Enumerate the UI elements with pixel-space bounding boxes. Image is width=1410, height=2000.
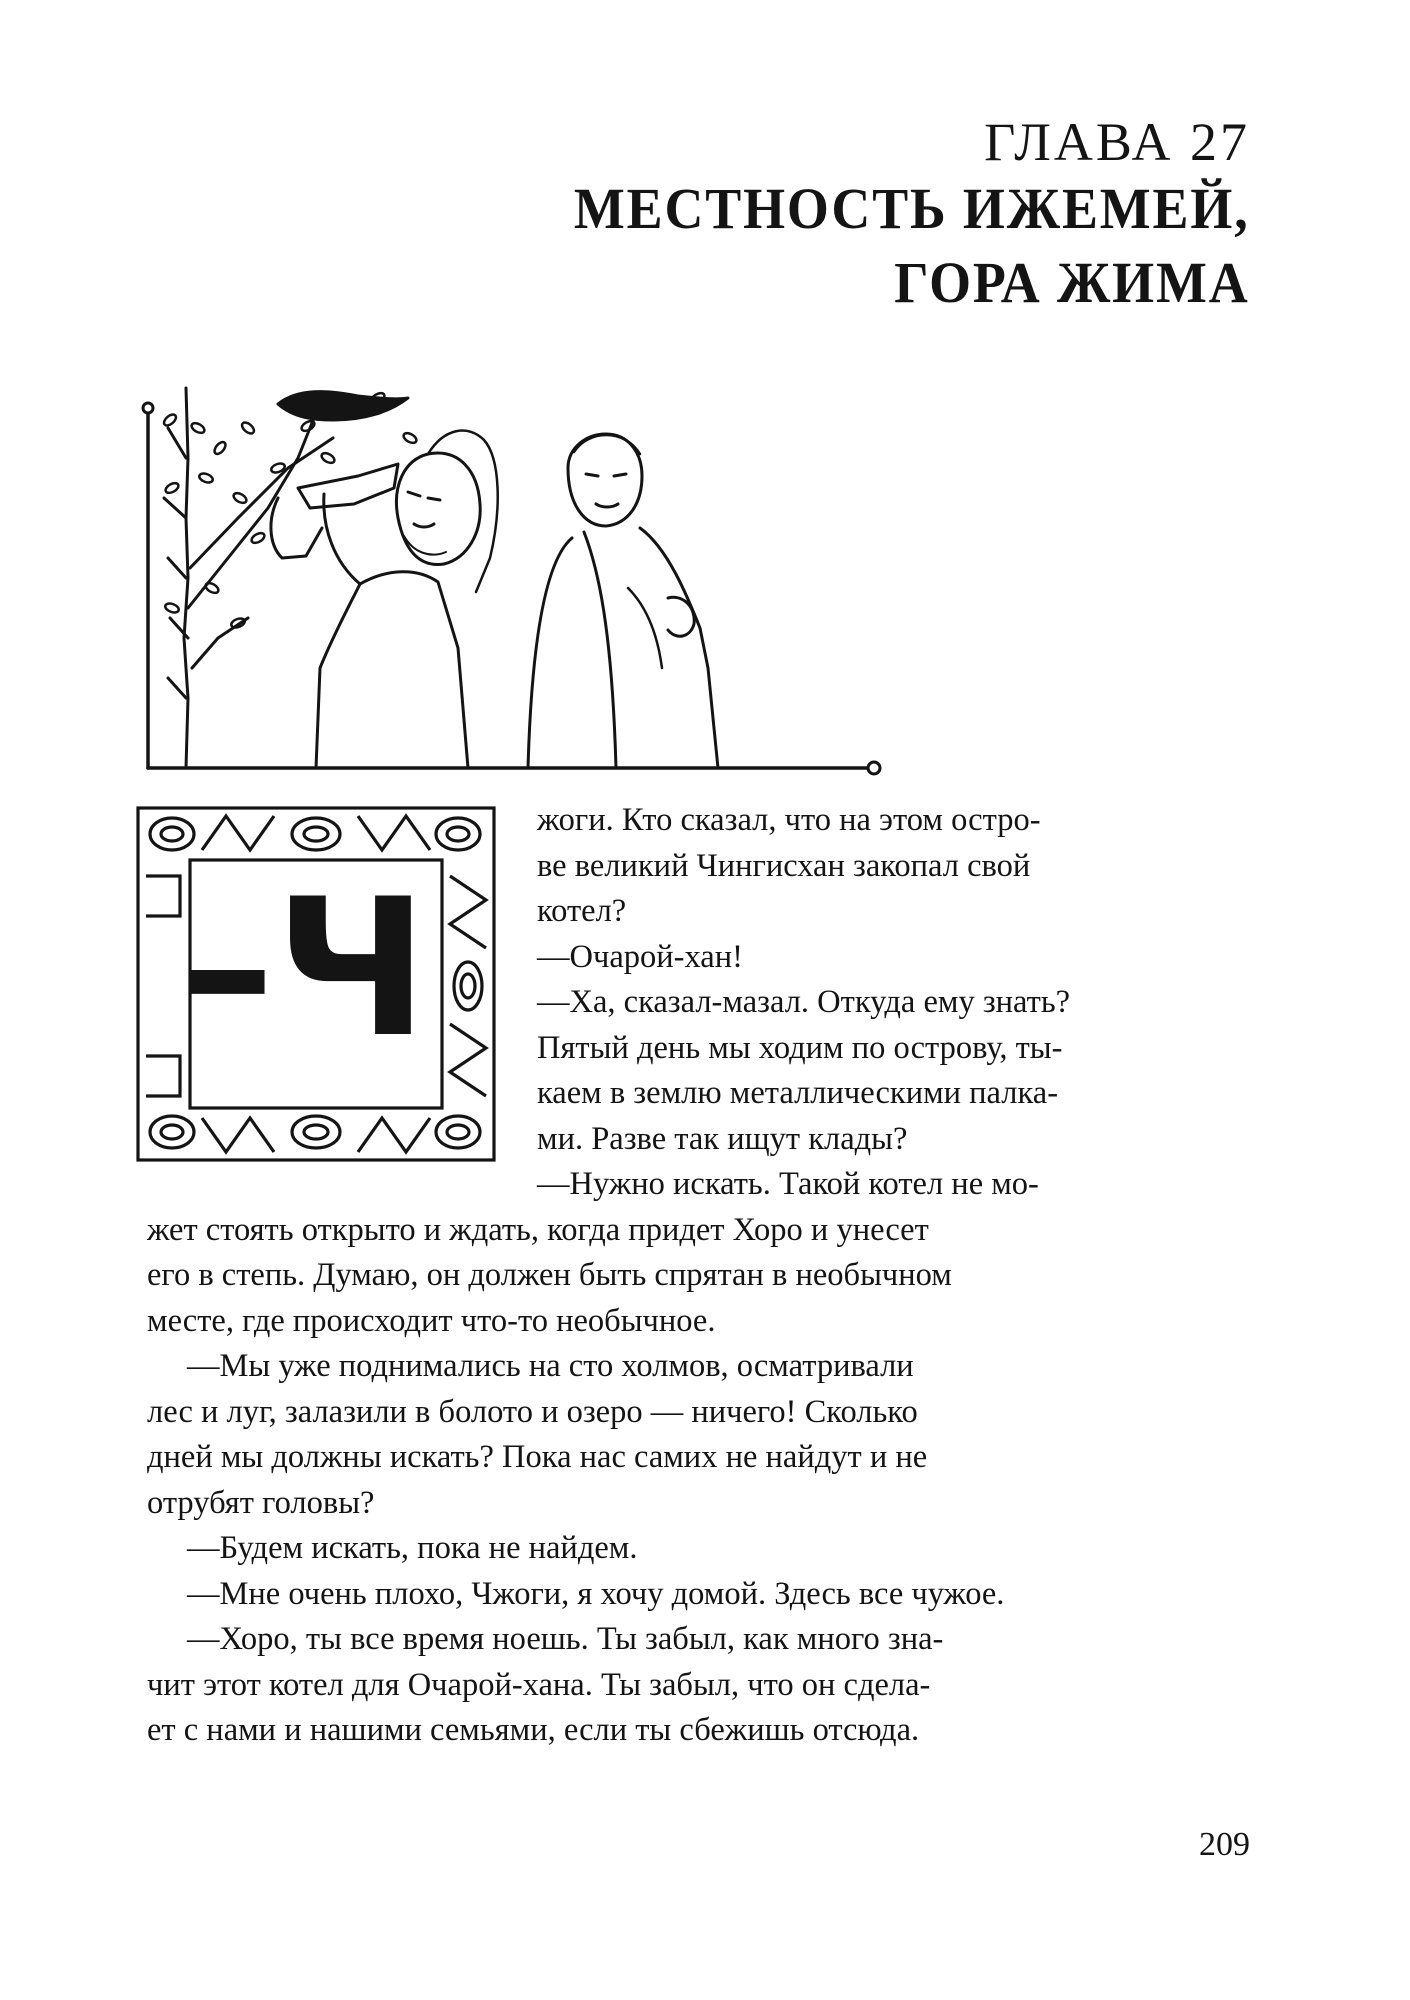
text-line: ве великий Чингисхан закопал свой (537, 847, 1031, 884)
text-line: —Очарой-хан! (537, 938, 743, 975)
chapter-title-line-1: МЕСТНОСТЬ ИЖЕМЕЙ, (574, 176, 1250, 241)
text-line: месте, где происходит что-то необычное. (147, 1302, 716, 1339)
text-line: —Нужно искать. Такой котел не мо- (537, 1166, 1039, 1202)
text-line: —Будем искать, пока не найдем. (187, 1530, 638, 1566)
text-line: жоги. Кто сказал, что на этом остро- (537, 802, 1041, 838)
text-line: ми. Разве так ищут клады? (537, 1120, 908, 1157)
text-line: —Мне очень плохо, Чжоги, я хочу домой. Здесь все чужое. (187, 1575, 1005, 1612)
chapter-title-line-2: ГОРА ЖИМА (894, 250, 1250, 315)
text-line: дней мы должны искать? Пока нас самих не найдут и не (147, 1439, 928, 1475)
text-line: чит этот котел для Очарой-хана. Ты забыл, что он сдела- (147, 1666, 931, 1703)
tree-and-two-men-illustration (128, 368, 898, 778)
text-line: его в степь. Думаю, он должен быть спрятан в необычном (147, 1257, 952, 1293)
text-line: лес и луг, залазили в болото и озеро — ничего! Сколько (147, 1393, 918, 1430)
page-number: 209 (1199, 1826, 1250, 1863)
chapter-heading (523, 112, 1250, 320)
text-line: —Ха, сказал-мазал. Откуда ему знать? (537, 984, 1071, 1020)
chapter-number: ГЛАВА 27 (984, 112, 1250, 172)
text-line: отрубят головы? (147, 1484, 375, 1521)
text-line: —Хоро, ты все время ноешь. Ты забыл, как много зна- (187, 1621, 944, 1657)
text-line: котел? (537, 893, 627, 929)
text-line: каем в землю металлическими палка- (537, 1075, 1059, 1111)
text-line: —Мы уже поднимались на сто холмов, осматривали (187, 1348, 914, 1384)
text-line: ет с нами и нашими семьями, если ты сбежишь отсюда. (147, 1712, 920, 1748)
body-text (147, 798, 1249, 1754)
text-line: жет стоять открыто и ждать, когда придет Хоро и унесет (147, 1211, 929, 1248)
drop-cap-letter: –Ч (179, 858, 429, 1079)
text-line: Пятый день мы ходим по острову, ты- (537, 1029, 1063, 1066)
